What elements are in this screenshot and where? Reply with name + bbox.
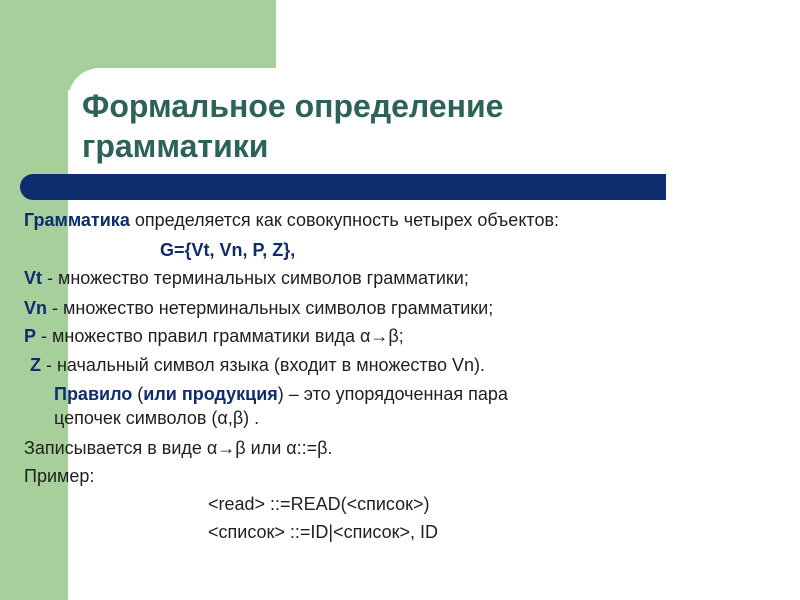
- slide-title: [82, 86, 682, 166]
- vn-line: [24, 298, 493, 319]
- notation-line: Записывается в виде α→β или α::=β.: [24, 438, 333, 458]
- vn-description: - множество нетерминальных символов грамматики;: [47, 298, 494, 318]
- example-rule-2: <список> ::=ID|<список>, ID: [208, 522, 439, 542]
- term-vn: Vn: [24, 298, 48, 318]
- term-vt: Vt: [24, 268, 42, 288]
- definition-text: определяется как совокупность четырех объектов:: [129, 210, 560, 230]
- vt-line: [24, 268, 469, 289]
- definition-line: [24, 210, 559, 231]
- rule-description: ) – это упорядоченная пара: [277, 384, 508, 404]
- example-label: Пример:: [24, 466, 95, 486]
- z-description: - начальный символ языка (входит в множество Vn).: [41, 355, 486, 375]
- z-line: [30, 355, 485, 376]
- rule-line: [54, 384, 508, 405]
- rule-paren-open: (: [132, 384, 144, 404]
- term-production: или продукция: [143, 384, 278, 404]
- term-p: P: [24, 326, 37, 346]
- example-rule-1: <read> ::=READ(<список>): [208, 494, 430, 514]
- title-line-1: Формальное определение: [82, 88, 504, 124]
- p-description: - множество правил грамматики вида α→β;: [36, 326, 404, 346]
- term-z: Z: [30, 355, 41, 375]
- p-line: [24, 326, 404, 347]
- grammar-tuple: G={Vt, Vn, P, Z},: [160, 240, 296, 260]
- vt-description: - множество терминальных символов грамматики;: [42, 268, 469, 288]
- rule-line-continued: цепочек символов (α,β) .: [54, 408, 260, 428]
- title-divider-bar: [20, 174, 666, 200]
- term-rule: Правило: [54, 384, 133, 404]
- title-line-2: грамматики: [82, 128, 269, 164]
- term-grammar: Грамматика: [24, 210, 130, 230]
